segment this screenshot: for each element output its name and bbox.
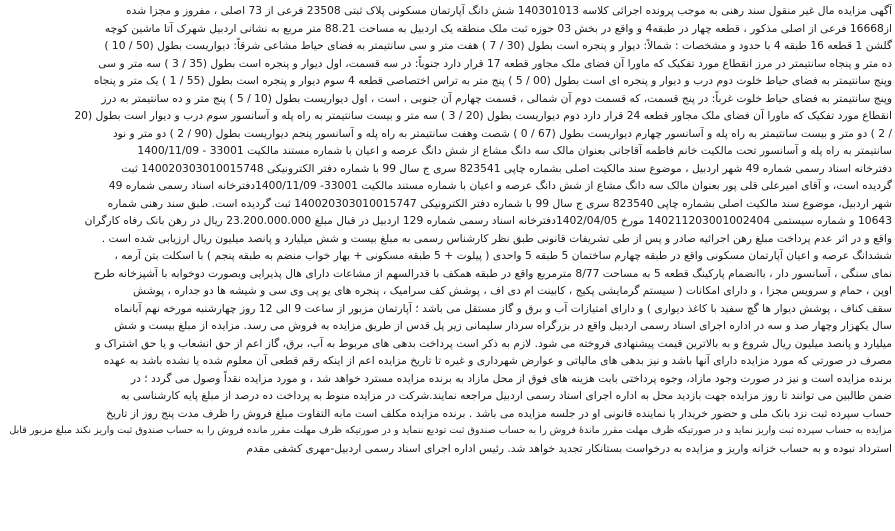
notice-line: وپنج سانتیمتر به فضای حیاط خلوت غرباً: در پنج قسمت، که قسمت دوم آن شمالی ، قسمت چهارم آن جنوبی ، است ، اول دیواریست بطول (10 / 5 ) پنج متر و ده سانتیمتر به درز: [101, 91, 892, 105]
notice-line: سقف کناف ، پوشش دیوار ها گچ سفید با کاغذ دیواری ) و دارای امتیازات آب و برق و گاز مستقل می باشد ؛ آپارتمان مزبور از ساعت 9 الی 12 روز چهارشنبه مورخه نهم آبانماه: [114, 301, 892, 315]
notice-line: واقع و در اثر عدم پرداخت مبلغ رهن اجرائیه صادر و پس از طی تشریفات قانونی طبق نظر کارشناس رسمی به مبلغ بیست و شش میلیارد و پانصد میلیون ریال ارزیابی شده است .: [101, 231, 892, 245]
notice-line: برنده مزایده است و نیز در صورت وجود مازاد، وجوه پرداختی بابت هزینه های فوق از محل مازاد به برنده مزایده مسترد خواهد شد ، و مورد مزایده نقداً وصول می گردد ؛ در: [130, 371, 892, 385]
notice-line: حساب سپرده ثبت نزد بانک ملی و حضور خریدار یا نماینده قانونی او در جلسه مزایده می باشد . برنده مزایده مکلف است مابه التفاوت مبلغ فروش را ظرف مدت پنج روز از تاریخ: [106, 406, 892, 420]
notice-line: گردیده است، و آقای امیرعلی قلی پور بعنوان مالک سه دانگ مشاع از شش دانگ عرصه و اعیان با شماره مستند مالکیت 33001- 1400/11/09دفترخانه اسناد رسمی شماره 49: [108, 179, 892, 192]
notice-line: ششدانگ عرصه و اعیان آپارتمان مسکونی واقع در طبقه چهارم ساختمان 5 طبقه 5 واحدی ( پیلوت + 5 طبقه مسکونی + بهار خواب منضم به طبقه پنجم ) با اسکلت بتن آرمه ،: [114, 249, 892, 262]
notice-line: از16668 فرعی از اصلی مذکور ، قطعه چهار در طبقه4 و واقع در بخش 03 حوزه ثبت ملک منطقه یک اردبیل به مساحت 88.21 متر مربع به نشانی اردبیل شهرک آتا ماشین کوچه: [104, 21, 892, 35]
notice-line: ده متر و پنجاه سانتیمتر در مرز انقطاع مورد تفکیک که ماورا آن فضای ملک مجاور قطعه 17 قرار دارد جنوباً: در سه قسمت، اول دیوار و پنجره است بطول (35 / 3 ) سه متر و سی: [98, 56, 892, 70]
notice-line: شهر اردبیل، موضوع سند مالکیت اصلی بشماره چاپی 823540 سری ج سال 99 با شماره دفتر الکترونیکی 140020303010015747 ثبت گردیده است. طبق سند رهنی شماره: [107, 196, 892, 210]
auction-notice-text: [3, 2, 892, 529]
notice-line: اوپن ، حمام و سرویس مجزا ، و دارای امکانات ( سیستم گرمایشی پکیج ، کابینت ام دی اف ، پوشش کف سرامیک ، پنجره های یو پی وی سی و شیشه ها دو جداره ، پوشش: [133, 284, 892, 297]
notice-line: مصرف در صورتی که مورد مزایده دارای آنها باشد و نیز بدهی های مالیاتی و عوارض شهرداری و غیره تا تاریخ مزایده اعم از اینکه رقم قطعی آن معلوم شده یا نشده باشد به عهده: [103, 354, 892, 367]
notice-line: انقطاع مورد تفکیک که ماورا آن فضای ملک مجاور قطعه 24 قرار دارد دوم دیواریست بطول (20 / 3 ) سه متر و بیست سانتیمتر به راه پله و آسانسور سوم درب و دیوار است بطول (20: [74, 109, 892, 122]
notice-line: سانتیمتر به راه پله و آسانسور تحت مالکیت خانم فاطمه آقاجانی بعنوان مالک سه دانگ مشاع از شش دانگ عرصه و اعیان با شماره مستند مالکیت 33001 - 1400/11/09: [137, 144, 892, 157]
notice-line: سال یکهزار وچهار صد و سه در اداره اجرای اسناد رسمی اردبیل واقع در بزرگراه سردار سلیمانی زیر پل قدس از طریق مزایده به فروش می رسد. مزایده از مبلغ بیست و شش: [114, 319, 892, 332]
notice-line: وپنج سانتیمتر به فضای حیاط خلوت دوم درب و دیوار و پنجره ای است بطول (00 / 5 ) پنج متر به تراس اختصاصی قطعه 4 سوم دیوار و پنجره است بطول (55 / 1 ) یک متر و پنجاه: [93, 74, 892, 87]
notice-line: گلشن 1 قطعه 16 طبقه 4 با حدود و مشخصات : شمالاً: دیوار و پنجره است بطول (30 / 7 ) هفت متر و سی سانتیمتر به فضای حیاط مشاعی شرقاً: دیواریست بطول (50 / 10 ): [104, 39, 892, 52]
notice-line: آگهی مزایده مال غیر منقول سند رهنی به موجب پرونده اجرائی کلاسه 140301013 شش دانگ آپارتمان مسکونی پلاک ثبتی 23508 فرعی از 73 اصلی ، مفروز و مجزا شده: [125, 4, 892, 17]
notice-line: نمای سنگی ، آسانسور دار ، باانضمام پارکینگ قطعه 5 به مساحت 8/77 مترمربع واقع در طبقه همکف با قدرالسهم از مشاعات دارای هال پذیرایی وبصورت دوخوابه با آشپزخانه طرح: [93, 266, 892, 280]
notice-line: مزایده به حساب سپرده ثبت واریز نماید و در صورتیکه ظرف مهلت مقرر ماندۀ فروش را به حساب صندوق ثبت تودیع ننماید و در صورتیکه ظرف مهلت مقرر مانده فروش را به حساب صندوق ثبت واریز نکند مبلغ مزبور قابل: [9, 425, 892, 436]
notice-line: ضمن طالبین می توانند تا روز مزایده جهت بازدید محل به اداره اجرای اسناد رسمی اردبیل مراجعه نمایند.شرکت در مزایده منوط به پرداخت ده درصد از مبلغ پایه کارشناسی به: [120, 389, 892, 402]
notice-line: دفترخانه اسناد رسمی شماره 49 شهر اردبیل ، موضوع سند مالکیت اصلی بشماره چاپی 823541 سری ج سال 99 با شماره دفتر الکترونیکی 140020303010015748 ثبت: [121, 161, 892, 175]
notice-line: 10643 و شماره سیستمی 140211203001002404 مورخ 1402/04/05دفترخانه اسناد رسمی شماره 129 اردبیل در قبال مبلغ 23.200.000.000 ریال در رهن بانک رفاه کارگران: [84, 214, 892, 227]
notice-line: / 2 ) دو متر و بیست سانتیمتر به راه پله و آسانسور چهارم دیواریست بطول (67 / 0 ) شصت وهفت سانتیمتر به راه پله و آسانسور پنجم دیواریست بطول (90 / 2 ) دو متر و نود: [112, 126, 892, 140]
notice-line: استرداد نبوده و به حساب خزانه واریز و مزایده به درخواست بستانکار تجدید خواهد شد. رئیس اداره اجرای اسناد رسمی اردبیل-مهری کشفی مقدم: [246, 441, 892, 455]
notice-line: میلیارد و پانصد میلیون ریال شروع و به بالاترین قیمت پیشنهادی فروخته می شود. لازم به ذکر است پرداخت بدهی های مربوط به آب، برق، گاز اعم از حق انشعاب و یا حق اشتراک و: [95, 336, 892, 350]
